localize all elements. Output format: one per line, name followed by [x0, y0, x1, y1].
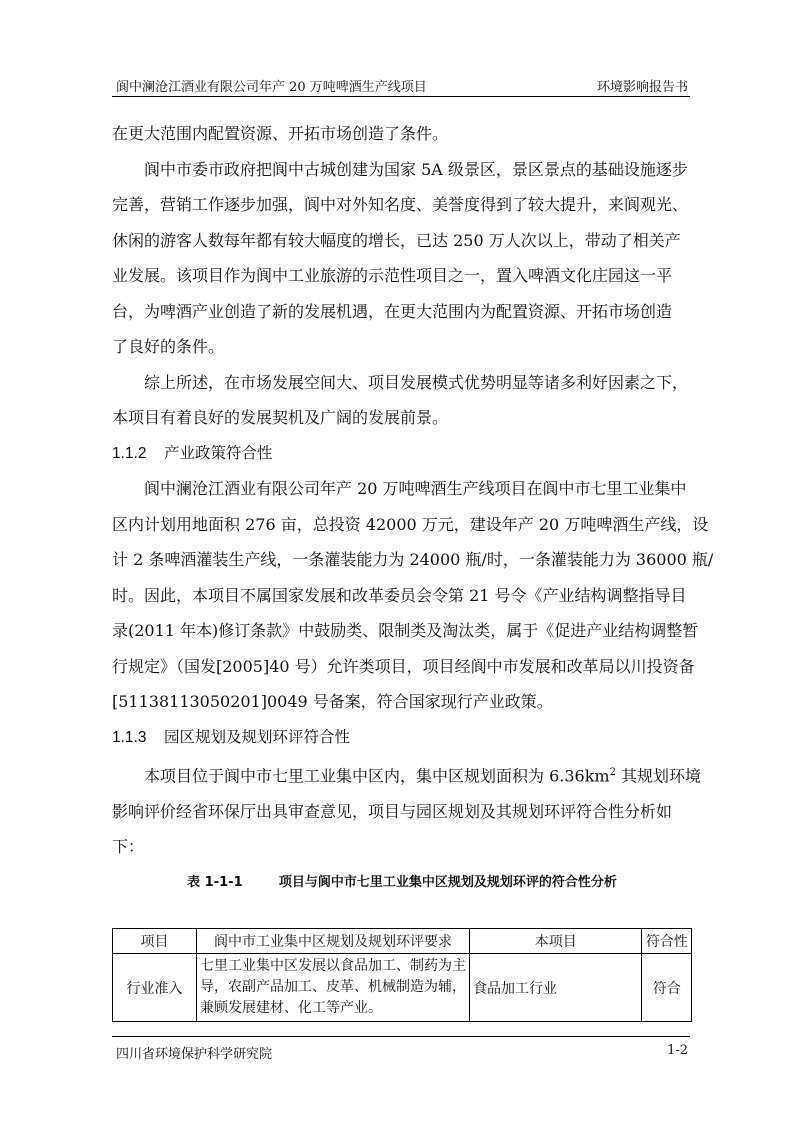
table-header: 符合性 [642, 929, 692, 954]
text-fragment: 其规划环境 [615, 766, 702, 786]
main-content [112, 116, 714, 894]
text-line: 计 2 条啤酒灌装生产线，一条灌装能力为 24000 瓶/时，一条灌装能力为 36000 瓶/ [112, 550, 714, 569]
header-project-title: 阆中澜沧江酒业有限公司年产 20 万吨啤酒生产线项目 [116, 80, 427, 95]
paragraph-1 [112, 116, 692, 152]
text-line: 七里工业集中区发展以食品加工、制药为主 [199, 958, 466, 974]
text-line: 阆中澜沧江酒业有限公司年产 20 万吨啤酒生产线项目在阆中市七里工业集中 [144, 479, 687, 498]
text-line: 本项目有着良好的发展契机及广阔的发展前景。 [112, 408, 449, 427]
section-title: 园区规划及规划环评符合性 [164, 727, 351, 746]
paragraph-3 [112, 365, 692, 436]
table-header: 项目 [113, 929, 197, 954]
table-cell-item: 行业准入 [113, 954, 197, 1022]
section-title: 产业政策符合性 [164, 443, 273, 462]
text-line: 区内计划用地面积 276 亩，总投资 42000 万元，建设年产 20 万吨啤酒生产线，设 [112, 514, 709, 534]
header-doc-type: 环境影响报告书 [596, 80, 688, 95]
superscript: 2 [609, 767, 616, 778]
table-header: 本项目 [469, 929, 642, 954]
text-line: 下： [112, 837, 145, 857]
text-line: 完善，营销工作逐步加强，阆中对外知名度、美誉度得到了较大提升，来阆观光、 [112, 195, 689, 214]
table-header: 阆中市工业集中区规划及规划环评要求 [196, 929, 469, 954]
section-number: 1.1.3 [112, 728, 147, 746]
text-line: 在更大范围内配置资源、开拓市场创造了条件。 [112, 124, 449, 143]
section-number: 1.1.2 [112, 444, 147, 462]
text-line: 影响评价经省环保厅出具审查意见，项目与园区规划及其规划环评符合性分析如 [112, 801, 673, 821]
page-number: 1-2 [667, 1043, 688, 1058]
table-header-row [113, 929, 692, 954]
text-line: 行规定》（国发[2005]40 号）允许类项目，项目经阆中市发展和改革局以川投资备 [112, 656, 695, 676]
compliance-table [112, 928, 692, 1022]
text-line: 了良好的条件。 [112, 337, 225, 356]
text-line: 综上所述，在市场发展空间大、项目发展模式优势明显等诸多利好因素之下， [144, 372, 689, 392]
text-line: 兼顾发展建材、化工等产业。 [199, 1000, 382, 1016]
paragraph-2 [112, 152, 692, 365]
table-caption: 表 1-1-1 项目与阆中市七里工业集中区规划及规划环评的符合性分析 [187, 874, 617, 890]
text-fragment: 本项目位于阆中市七里工业集中区内，集中区规划面积为 6.36km [144, 766, 610, 786]
table-cell-project: 食品加工行业 [469, 954, 642, 1022]
text-line: 导，农副产品加工、皮革、机械制造为辅， [199, 979, 466, 995]
table-cell-requirement [196, 954, 469, 1022]
table-cell-result: 符合 [642, 954, 692, 1022]
text-line: 业发展。该项目作为阆中工业旅游的示范性项目之一，置入啤酒文化庄园这一平 [112, 266, 673, 285]
text-line: 阆中市委市政府把阆中古城创建为国家 5A 级景区，景区景点的基础设施逐步 [144, 159, 688, 179]
paragraph-4 [112, 471, 714, 720]
text-line [112, 755, 702, 794]
text-line: 录(2011 年本)修订条款》中鼓励类、限制类及淘汰类，属于《促进产业结构调整暂 [112, 621, 699, 640]
text-line: 休闲的游客人数每年都有较大幅度的增长，已达 250 万人次以上，带动了相关产 [112, 230, 681, 250]
table-row [113, 954, 692, 1022]
page-header [112, 72, 690, 97]
footer-institute: 四川省环境保护科学研究院 [116, 1047, 273, 1062]
section-heading-1-1-2 [112, 436, 692, 472]
paragraph-5 [112, 755, 702, 865]
section-heading-1-1-3 [112, 720, 692, 756]
text-line: 时。因此，本项目不属国家发展和改革委员会令第 21 号令《产业结构调整指导目 [112, 585, 687, 605]
text-line: 台，为啤酒产业创造了新的发展机遇，在更大范围内为配置资源、开拓市场创造 [112, 301, 673, 321]
text-line: [51138113050201]0049 号备案，符合国家现行产业政策。 [112, 692, 553, 711]
page-footer [112, 1036, 690, 1062]
